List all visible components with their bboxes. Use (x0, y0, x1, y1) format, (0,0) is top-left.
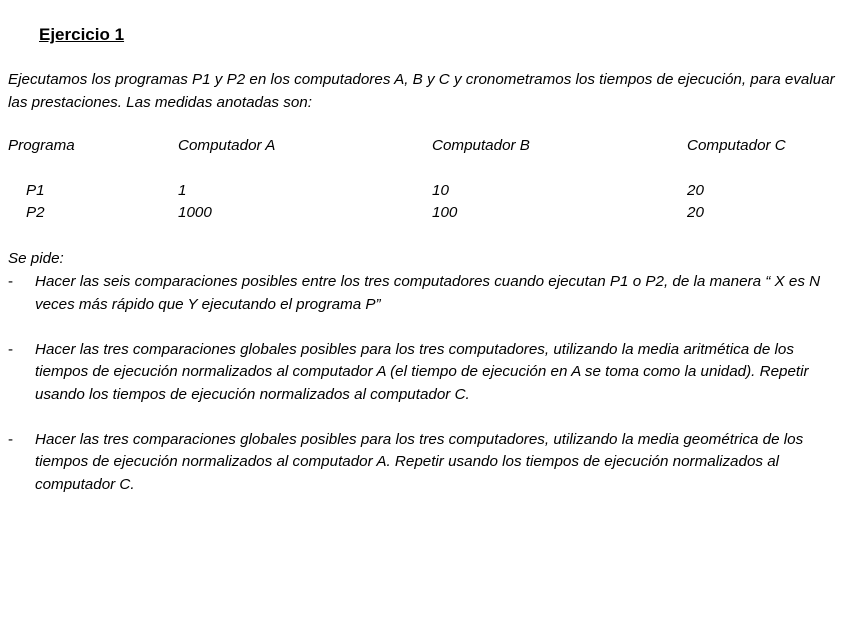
bullet-dash: - (8, 273, 14, 290)
bullet-dash: - (8, 430, 14, 448)
row-time-c: 20 (687, 182, 704, 199)
task-text: Hacer las tres comparaciones globales posibles para los tres computadores, utilizando la media geométrica de los tiempos de ejecución normalizados al computador A. Repetir usando los tiempos de ejecución normalizados al computador C. (35, 430, 804, 493)
list-item (8, 429, 843, 497)
se-pide-label: Se pide: (8, 250, 64, 267)
task-text: Hacer las seis comparaciones posibles entre los tres computadores cuando ejecutan P1 o P2, de la manera “ X es N veces más rápido que Y ejecutando el programa P” (35, 273, 821, 313)
exercise-title: Ejercicio 1 (39, 25, 125, 44)
row-time-a: 1000 (178, 204, 212, 221)
header-computador-a: Computador A (178, 137, 276, 154)
row-time-b: 100 (432, 204, 458, 221)
header-computador-c: Computador C (687, 137, 786, 154)
list-item (8, 339, 843, 407)
task-list (8, 271, 843, 519)
table-row (8, 180, 843, 202)
header-computador-b: Computador B (432, 137, 530, 154)
list-item (8, 271, 843, 316)
task-text: Hacer las tres comparaciones globales posibles para los tres computadores, utilizando la media aritmética de los tiempos de ejecución normalizados al computador A (el tiempo de ejecución en A se toma como la unidad). Repetir usando los tiempos de ejecución normalizados al computador C. (35, 340, 809, 403)
row-program-name: P1 (26, 182, 45, 199)
row-time-b: 10 (432, 182, 449, 199)
bullet-dash: - (8, 340, 14, 358)
header-programa: Programa (8, 137, 75, 154)
row-time-c: 20 (687, 204, 704, 221)
intro-paragraph: Ejecutamos los programas P1 y P2 en los computadores A, B y C y cronometramos los tiempos de ejecución, para evaluar las prestaciones. Las medidas anotadas son: (8, 71, 835, 111)
row-time-a: 1 (178, 182, 187, 199)
table-header-row (8, 135, 843, 157)
table-row (8, 202, 843, 224)
row-program-name: P2 (26, 204, 45, 221)
